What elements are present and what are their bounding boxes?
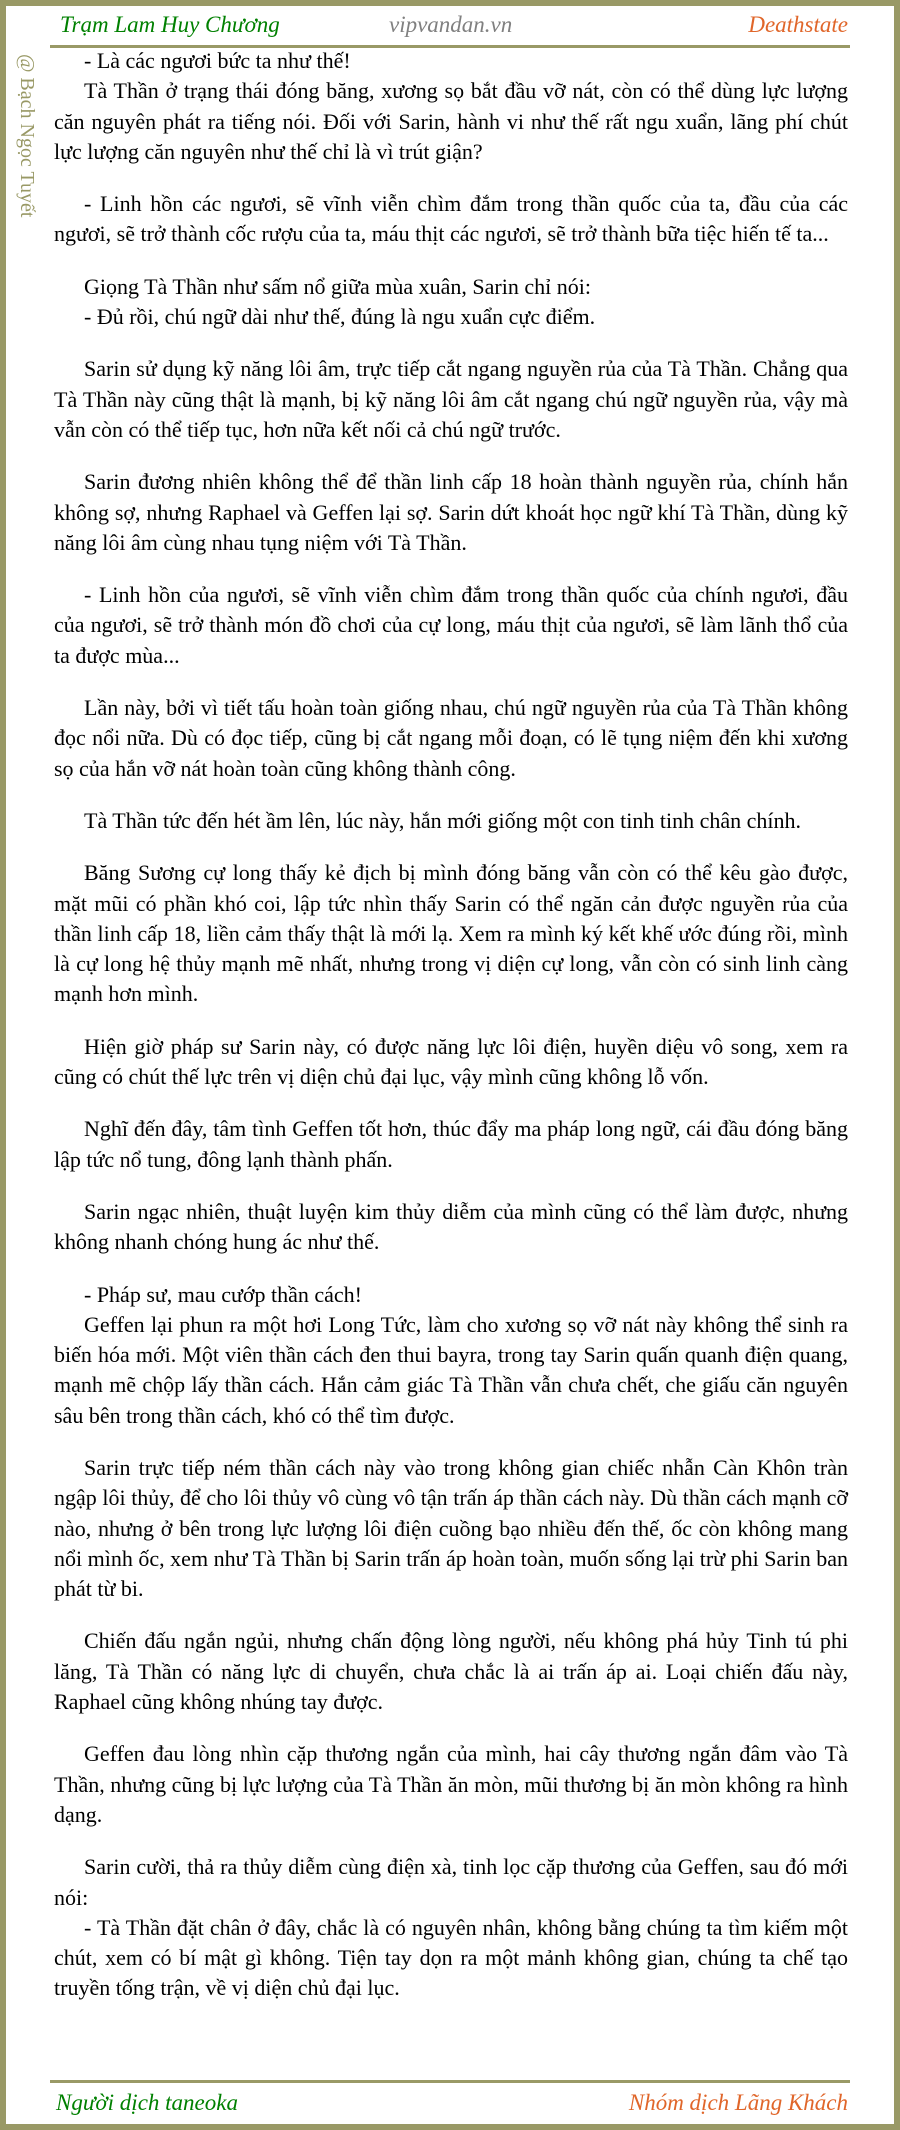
paragraph-block [54, 1032, 848, 1093]
paragraph-block [54, 354, 848, 445]
paragraph-block [54, 272, 848, 333]
paragraph: Nghĩ đến đây, tâm tình Geffen tốt hơn, thúc đẩy ma pháp long ngữ, cái đầu đóng băng lập tức nổ tung, đông lạnh thành phấn. [54, 1116, 848, 1172]
paragraph: Geffen lại phun ra một hơi Long Tức, làm cho xương sọ vỡ nát này không thể sinh ra biến hóa mới. Một viên thần cách đen thui bayra, trong tay Sarin quấn quanh điện quang, mạnh mẽ chộp lấy thần cách. Hắn cảm giác Tà Thần vẫn chưa chết, che giấu căn nguyên sâu bên trong thần cách, khó có thể tìm được. [54, 1311, 848, 1428]
paragraph: Tà Thần tức đến hét ầm lên, lúc này, hắn mới giống một con tinh tinh chân chính. [84, 807, 801, 833]
paragraph: Chiến đấu ngắn ngủi, nhưng chấn động lòng người, nếu không phá hủy Tinh tú phi lăng, Tà Thần có năng lực di chuyển, chưa chắc là ai trấn áp ai. Loại chiến đấu này, Raphael cũng không nhúng tay được. [54, 1628, 848, 1715]
paragraph: Lần này, bởi vì tiết tấu hoàn toàn giống nhau, chú ngữ nguyền rủa của Tà Thần không đọc nổi nữa. Dù có đọc tiếp, cũng bị cắt ngang mỗi đoạn, có lẽ tụng niệm đến khi xương sọ của hắn vỡ nát hoàn toàn cũng không thành công. [54, 695, 848, 781]
paragraph-block [54, 189, 848, 250]
paragraph: Giọng Tà Thần như sấm nổ giữa mùa xuân, Sarin chỉ nói: [84, 273, 591, 299]
chapter-body [54, 46, 848, 2026]
paragraph: - Linh hồn các ngươi, sẽ vĩnh viễn chìm đắm trong thần quốc của ta, đầu của các ngươi, sẽ trở thành cốc rượu của ta, máu thịt các ngươi, sẽ trở thành bữa tiệc hiến tế ta... [54, 191, 848, 247]
paragraph: Tà Thần ở trạng thái đóng băng, xương sọ bắt đầu vỡ nát, còn có thể dùng lực lượng căn nguyên phát ra tiếng nói. Đối với Sarin, hành vi như thế rất ngu xuẩn, lãng phí chút lực lượng căn nguyên như thế chỉ là vì trút giận? [54, 78, 848, 164]
header-site: vipvandan.vn [389, 12, 513, 37]
paragraph-block [54, 467, 848, 558]
paragraph: - Linh hồn của ngươi, sẽ vĩnh viễn chìm đắm trong thần quốc của chính ngươi, đầu của ngươi, sẽ trở thành món đồ chơi của cự long, máu thịt của ngươi, sẽ làm lãnh thổ của ta được mùa... [54, 582, 848, 668]
paragraph: Sarin trực tiếp ném thần cách này vào trong không gian chiếc nhẫn Càn Khôn tràn ngập lôi thủy, để cho lôi thủy vô cùng vô tận trấn áp thần cách này. Dù thần cách mạnh cỡ nào, nhưng ở bên trong lực lượng lôi điện cuồng bạo nhiều đến thế, ốc còn không mang nổi mình ốc, xem như Tà Thần bị Sarin trấn áp hoàn toàn, muốn sống lại trừ phi Sarin ban phát từ bi. [54, 1454, 848, 1602]
paragraph-block [54, 1280, 848, 1431]
footer-divider [50, 2080, 850, 2083]
paragraph-block [54, 1852, 848, 2003]
paragraph: Geffen đau lòng nhìn cặp thương ngắn của mình, hai cây thương ngắn đâm vào Tà Thần, nhưng cũng bị lực lượng của Tà Thần ăn mòn, mũi thương bị ăn mòn không ra hình dạng. [54, 1741, 848, 1827]
paragraph-block [54, 1114, 848, 1175]
paragraph-block [54, 46, 848, 167]
paragraph: Hiện giờ pháp sư Sarin này, có được năng lực lôi điện, huyền diệu vô song, xem ra cũng có chút thế lực trên vị diện chủ đại lục, vậy mình cũng không lỗ vốn. [54, 1033, 848, 1090]
paragraph: - Tà Thần đặt chân ở đây, chắc là có nguyên nhân, không bằng chúng ta tìm kiếm một chút, xem có bí mật gì không. Tiện tay dọn ra một mảnh không gian, chúng ta chế tạo truyền tống trận, về vị diện chủ đại lục. [54, 1914, 848, 2001]
paragraph: Sarin cười, thả ra thủy diễm cùng điện xà, tinh lọc cặp thương của Geffen, sau đó mới nói: [54, 1854, 848, 1910]
paragraph: - Là các ngươi bức ta như thế! [84, 48, 351, 73]
paragraph-block [54, 1626, 848, 1717]
header-left: Trạm Lam Huy Chương [60, 12, 280, 37]
paragraph: Sarin sử dụng kỹ năng lôi âm, trực tiếp cắt ngang nguyền rủa của Tà Thần. Chẳng qua Tà Thần này cũng thật là mạnh, bị kỹ năng lôi âm cắt ngang chú ngữ nguyền rủa, vậy mà vẫn còn có thể tiếp tục, hơn nữa kết nối cả chú ngữ trước. [54, 356, 848, 442]
paragraph-block [54, 580, 848, 671]
footer-translator: Người dịch taneoka [56, 2090, 238, 2115]
side-text: @ Bạch Ngọc Tuyết [16, 54, 38, 218]
side-watermark [12, 54, 38, 264]
paragraph: Sarin ngạc nhiên, thuật luyện kim thủy diễm của mình cũng có thể làm được, nhưng không nhanh chóng hung ác như thế. [54, 1198, 848, 1255]
header [54, 10, 848, 46]
paragraph-block [54, 1739, 848, 1830]
paragraph: Sarin đương nhiên không thể để thần linh cấp 18 hoàn thành nguyền rủa, chính hắn không sợ, nhưng Raphael và Geffen lại sợ. Sarin dứt khoát học ngữ khí Tà Thần, dùng kỹ năng lôi âm cùng nhau tụng niệm với Tà Thần. [54, 469, 848, 555]
paragraph: - Đủ rồi, chú ngữ dài như thế, đúng là ngu xuẩn cực điểm. [84, 304, 596, 330]
header-right: Deathstate [748, 12, 848, 37]
paragraph-block [54, 1453, 848, 1604]
paragraph: Băng Sương cự long thấy kẻ địch bị mình đóng băng vẫn còn có thể kêu gào được, mặt mũi có phần khó coi, lập tức nhìn thấy Sarin có thể ngăn cản được nguyền rủa của thần linh cấp 18, liền cảm thấy thật là mới lạ. Xem ra mình ký kết khế ước đúng rồi, mình là cự long hệ thủy mạnh mẽ nhất, nhưng trong vị diện cự long, vẫn còn có sinh linh càng mạnh hơn mình. [54, 860, 848, 1007]
footer-group: Nhóm dịch Lãng Khách [628, 2090, 848, 2115]
paragraph-block [54, 858, 848, 1009]
paragraph-block [54, 806, 848, 836]
page [6, 6, 894, 2124]
paragraph: - Pháp sư, mau cướp thần cách! [84, 1281, 363, 1307]
paragraph-block [54, 693, 848, 784]
paragraph-block [54, 1197, 848, 1258]
